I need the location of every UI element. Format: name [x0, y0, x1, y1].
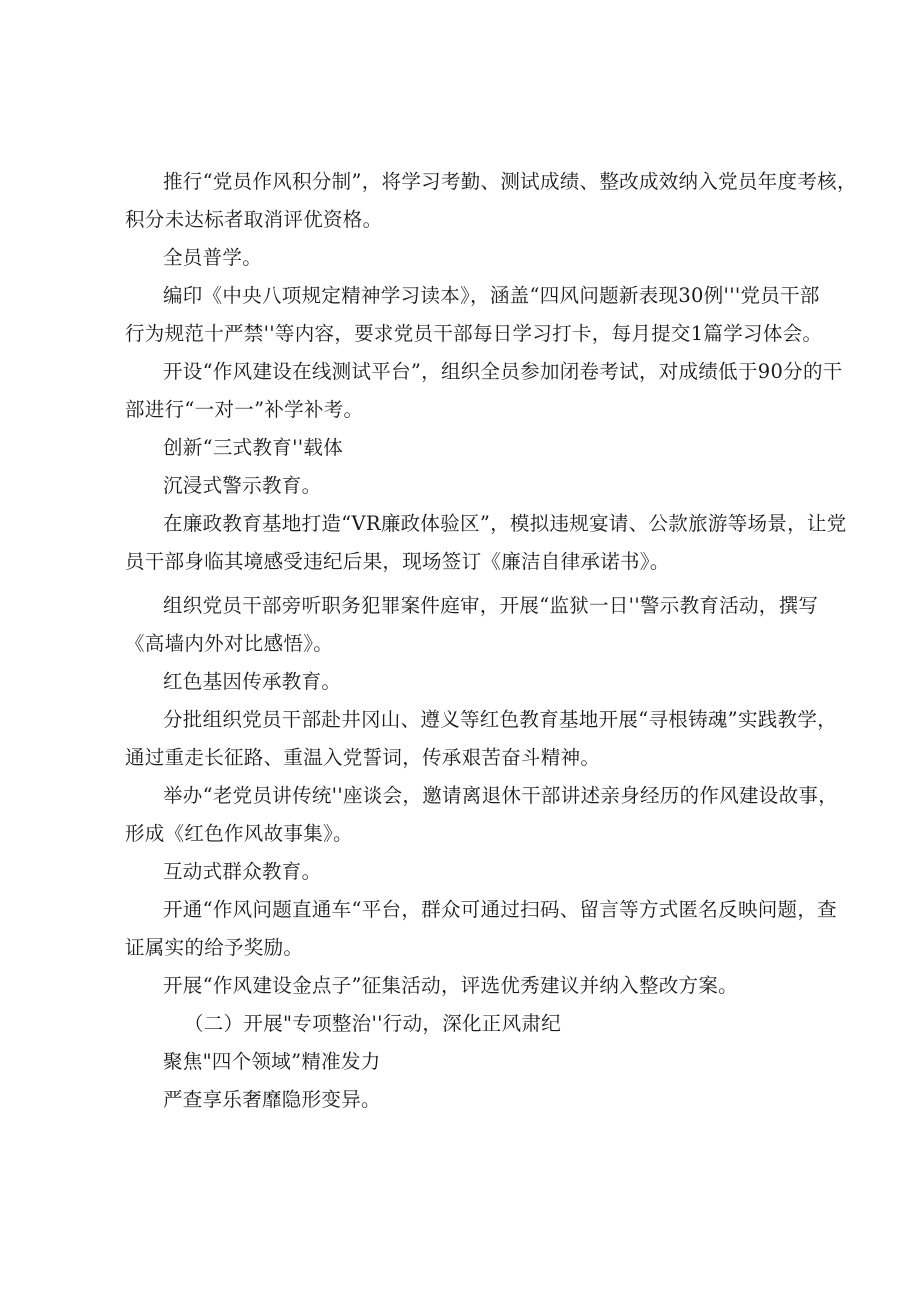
text-line: 开展“作风建设金点子”征集活动，评选优秀建议并纳入整改方案。: [163, 974, 738, 997]
text-line: 开通“作风问题直通车“平台，群众可通过扫码、留言等方式匿名反映问题，查: [163, 898, 837, 921]
text-line: 在廉政教育基地打造“VR廉政体验区”，模拟违规宴请、公款旅游等场景，让党: [163, 512, 847, 535]
heading-three-education: 创新“三式教育''载体: [163, 436, 343, 459]
text-line: 部进行“一对一”补学补考。: [125, 398, 364, 421]
heading-interactive: 互动式群众教育。: [163, 860, 322, 883]
text-line: 编印《中央八项规定精神学习读本》，涵盖“四风问题新表现30例'''党员干部: [163, 284, 820, 307]
heading-four-areas: 聚焦"四个领域”精准发力: [163, 1050, 381, 1073]
text-line: 员干部身临其境感受违纪后果，现场签订《廉洁自律承诺书》。: [125, 550, 670, 573]
text-line: 开设“作风建设在线测试平台”，组织全员参加闭卷考试，对成绩低于90分的干: [163, 360, 843, 383]
heading-section-2: （二）开展"专项整治''行动，深化正风肃纪: [184, 1012, 561, 1035]
text-line: 通过重走长征路、重温入党誓词，传承艰苦奋斗精神。: [125, 746, 601, 769]
text-line: 证属实的给予奖励。: [125, 936, 304, 959]
text-line: 分批组织党员干部赴井冈山、遵义等红色教育基地开展“寻根铸魂”实践教学，: [163, 708, 837, 731]
text-line: 形成《红色作风故事集》。: [125, 822, 353, 845]
text-line: 行为规范十严禁''等内容，要求党员干部每日学习打卡，每月提交1篇学习体会。: [125, 322, 823, 345]
text-line: 推行“党员作风积分制”，将学习考勤、测试成绩、整改成效纳入党员年度考核，: [163, 170, 857, 193]
heading-red-gene: 红色基因传承教育。: [163, 670, 342, 693]
heading-full-study: 全员普学。: [163, 246, 263, 269]
text-line: 举办“老党员讲传统''座谈会，邀请离退休干部讲述亲身经历的作风建设故事，: [163, 784, 838, 807]
text-line: 《高墙内外对比感悟》。: [125, 632, 334, 655]
text-line: 组织党员干部旁听职务犯罪案件庭审，开展“监狱一日''警示教育活动，撰写: [163, 594, 819, 617]
heading-immersive-warning: 沉浸式警示教育。: [163, 474, 322, 497]
heading-strict-check: 严查享乐奢靡隐形变异。: [163, 1088, 381, 1111]
text-line: 积分未达标者取消评优资格。: [125, 208, 383, 231]
